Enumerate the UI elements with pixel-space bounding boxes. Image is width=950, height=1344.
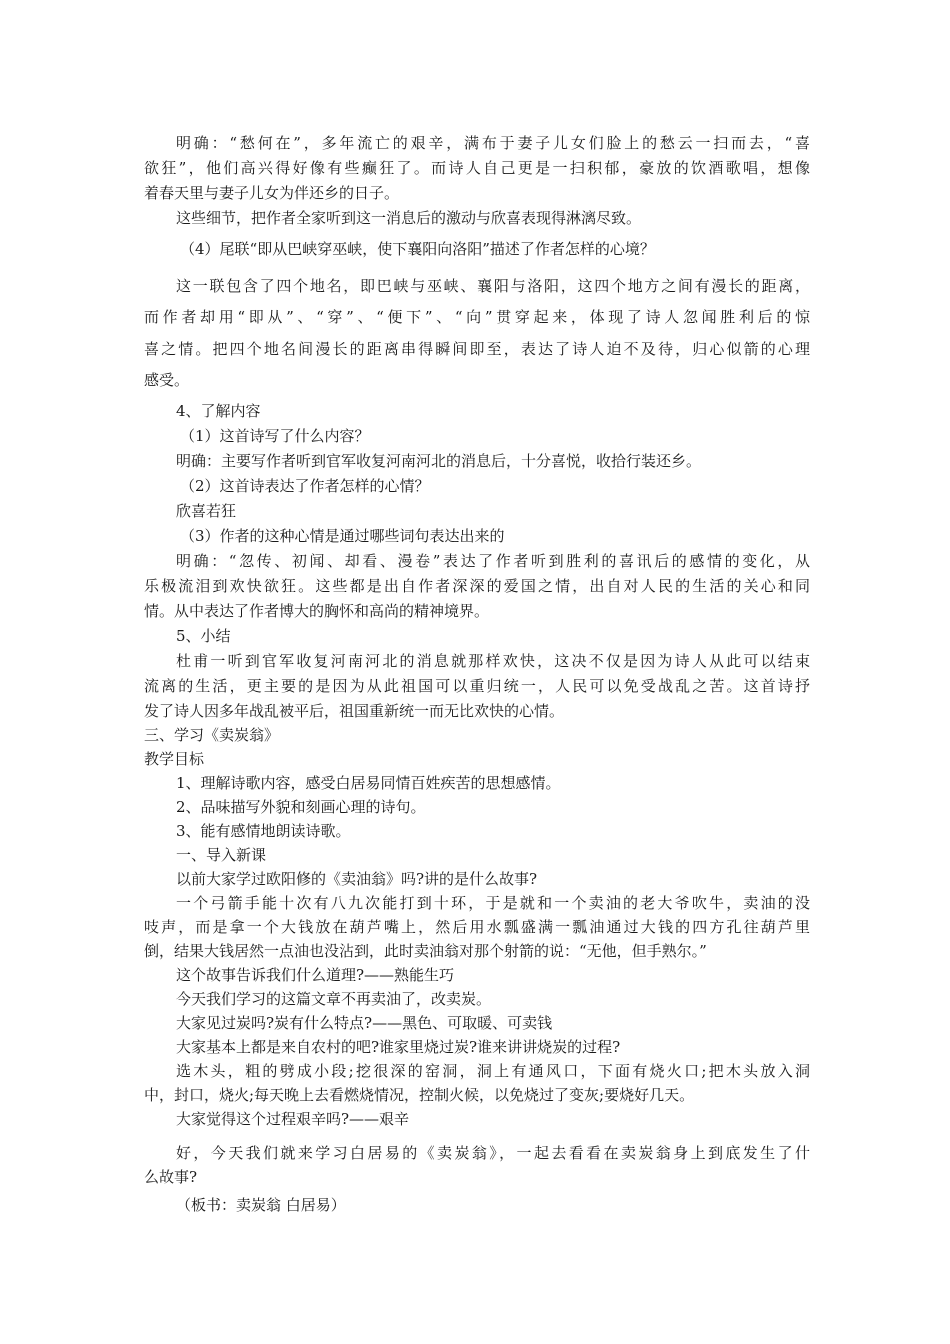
- question-heading: （2）这首诗表达了作者怎样的心情？: [180, 477, 430, 495]
- question-heading: （1）这首诗写了什么内容？: [180, 427, 370, 445]
- paragraph-line: 中，封口，烧火;每天晚上去看燃烧情况，控制火候，以免烧过了变灰;要烧好几天。: [144, 1086, 695, 1104]
- paragraph-line: 这些细节，把作者全家听到这一消息后的激动与欣喜表现得淋漓尽致。: [176, 209, 642, 227]
- paragraph-line: 大家见过炭吗?炭有什么特点?——黑色、可取暖、可卖钱: [176, 1014, 553, 1032]
- paragraph-line: 而作者却用“即从”、“穿”、“便下”、“向”贯穿起来，体现了诗人忽闻胜利后的惊: [144, 308, 810, 326]
- paragraph-line: 一个弓箭手能十次有八九次能打到十环，于是就和一个卖油的老大爷吹牛，卖油的没: [176, 894, 810, 912]
- paragraph-line: 这个故事告诉我们什么道理?——熟能生巧: [176, 966, 455, 984]
- section-heading: 教学目标: [144, 750, 205, 768]
- list-item: 1、理解诗歌内容，感受白居易同情百姓疾苦的思想感情。: [176, 774, 561, 792]
- paragraph-line: 选木头，粗的劈成小段;挖很深的窑洞，洞上有通风口，下面有烧火口;把木头放入洞: [176, 1062, 810, 1080]
- paragraph-line: 大家基本上都是来自农村的吧?谁家里烧过炭?谁来讲讲烧炭的过程?: [176, 1038, 621, 1056]
- question-heading: （3）作者的这种心情是通过哪些词句表达出来的: [180, 527, 505, 545]
- paragraph-line: 大家觉得这个过程艰辛吗?——艰辛: [176, 1110, 410, 1128]
- section-heading: 4、了解内容: [176, 402, 261, 420]
- board-note: （板书：卖炭翁 白居易）: [176, 1196, 346, 1214]
- paragraph-line: 发了诗人因多年战乱被平后，祖国重新统一而无比欢快的心情。: [144, 702, 565, 720]
- paragraph-line: 喜之情。把四个地名间漫长的距离串得瞬间即至，表达了诗人迫不及待，归心似箭的心理: [144, 340, 810, 358]
- list-item: 2、品味描写外貌和刻画心理的诗句。: [176, 798, 426, 816]
- section-heading: 5、小结: [176, 627, 231, 645]
- paragraph-line: 欲狂”，他们高兴得好像有些癫狂了。而诗人自己更是一扫积郁，豪放的饮酒歌唱，想像: [144, 159, 810, 177]
- paragraph-line: 欣喜若狂: [176, 502, 237, 520]
- section-heading: 一、导入新课: [176, 846, 267, 864]
- section-heading: 三、学习《卖炭翁》: [144, 726, 280, 744]
- paragraph-line: 情。从中表达了作者博大的胸怀和高尚的精神境界。: [144, 602, 490, 620]
- paragraph-line: 倒，结果大钱居然一点油也没沾到，此时卖油翁对那个射箭的说：“无他，但手熟尔。”: [144, 942, 707, 960]
- paragraph-line: 今天我们学习的这篇文章不再卖油了，改卖炭。: [176, 990, 492, 1008]
- paragraph-line: 明确：“愁何在”，多年流亡的艰辛，满布于妻子儿女们脸上的愁云一扫而去，“喜: [176, 134, 810, 152]
- paragraph-line: 感受。: [144, 371, 190, 389]
- question-heading: （4）尾联“即从巴峡穿巫峡，使下襄阳向洛阳”描述了作者怎样的心境？: [180, 240, 655, 258]
- paragraph-line: 这一联包含了四个地名，即巴峡与巫峡、襄阳与洛阳，这四个地方之间有漫长的距离，: [176, 277, 810, 295]
- paragraph-line: 么故事?: [144, 1168, 198, 1186]
- paragraph-line: 着春天里与妻子儿女为伴还乡的日子。: [144, 184, 400, 202]
- paragraph-line: 吱声，而是拿一个大钱放在葫芦嘴上，然后用水瓢盛满一瓢油通过大钱的四方孔往葫芦里: [144, 918, 810, 936]
- paragraph-line: 杜甫一听到官军收复河南河北的消息就那样欢快，这决不仅是因为诗人从此可以结束: [176, 652, 810, 670]
- list-item: 3、能有感情地朗读诗歌。: [176, 822, 351, 840]
- paragraph-line: 流离的生活，更主要的是因为从此祖国可以重归统一，人民可以免受战乱之苦。这首诗抒: [144, 677, 810, 695]
- paragraph-line: 乐极流泪到欢快欲狂。这些都是出自作者深深的爱国之情，出自对人民的生活的关心和同: [144, 577, 810, 595]
- paragraph-line: 明确：主要写作者听到官军收复河南河北的消息后，十分喜悦，收拾行装还乡。: [176, 452, 702, 470]
- paragraph-line: 以前大家学过欧阳修的《卖油翁》吗?讲的是什么故事?: [176, 870, 538, 888]
- paragraph-line: 明确：“忽传、初闻、却看、漫卷”表达了作者听到胜利的喜讯后的感情的变化，从: [176, 552, 810, 570]
- paragraph-line: 好，今天我们就来学习白居易的《卖炭翁》，一起去看看在卖炭翁身上到底发生了什: [176, 1144, 810, 1162]
